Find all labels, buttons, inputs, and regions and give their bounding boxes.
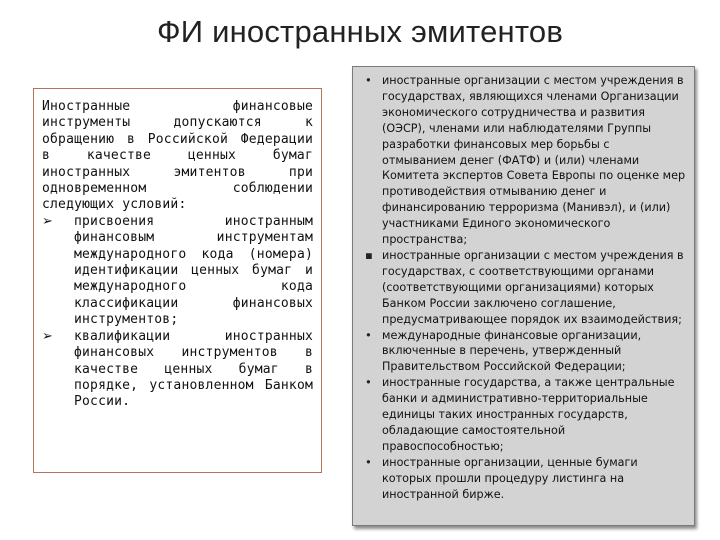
condition-text: квалификации иностранных финансовых инструментов в качестве ценных бумаг в порядке, установленном Банком России. — [74, 328, 313, 410]
conditions-textbox — [33, 88, 322, 473]
slide-title: ФИ иностранных эмитентов — [157, 14, 563, 49]
arrow-bullet-icon: ➢ — [42, 328, 54, 344]
arrow-bullet-icon: ➢ — [42, 213, 54, 229]
bullet-icon: • — [365, 73, 372, 87]
issuer-text: иностранные организации с местом учреждения в государствах, с соответствующими органами (соответствующими организациями) которых Банком России заключено соглашение, предусматривающее порядок их взаимодействия; — [382, 248, 684, 326]
issuer-text: иностранные государства, а также центральные банки и административно-территориальные единицы таких иностранных государств, обладающие самостоятельной правоспособностью; — [382, 376, 675, 453]
issuer-item — [363, 375, 686, 455]
conditions-intro: Иностранные финансовые инструменты допускаются к обращению в Российской Федерации в качестве ценных бумаг иностранных эмитентов при одновременном соблюдении следующих условий: — [42, 99, 313, 213]
condition-item — [42, 214, 313, 329]
conditions-list — [42, 214, 313, 411]
bullet-icon: • — [365, 454, 372, 469]
issuer-text: иностранные организации с местом учреждения в государствах, являющихся членами Организации экономического сотрудничества и развития (ОЭСР), членами или наблюдателями Группы разработки финансовых мер борьбы с отмыванием денег (ФАТФ) и (или) членами Комитета экспертов Совета Европы по оценке мер противодействия отмыванию денег и финансированию терроризма (Манивэл), и (или) участниками Единого экономического пространства; — [382, 74, 686, 247]
condition-text: присвоения иностранным финансовым инструментам международного кода (номера) идентификации ценных бумаг и международного кода классификации финансовых инструментов; — [74, 213, 313, 328]
issuer-text: международные финансовые организации, включенные в перечень, утвержденный Правительством Российской Федерации; — [382, 328, 642, 374]
issuer-item — [363, 73, 686, 248]
condition-item — [42, 329, 313, 411]
square-bullet-icon: ▪ — [365, 247, 373, 262]
issuers-list — [363, 73, 686, 502]
issuer-item — [363, 455, 686, 503]
bullet-icon: • — [365, 375, 372, 390]
issuer-item — [363, 248, 686, 328]
bullet-icon: • — [365, 327, 372, 342]
issuers-textbox — [352, 66, 695, 526]
issuer-item — [363, 328, 686, 376]
issuer-text: иностранные организации, ценные бумаги которых прошли процедуру листинга на иностранной бирже. — [382, 455, 638, 501]
